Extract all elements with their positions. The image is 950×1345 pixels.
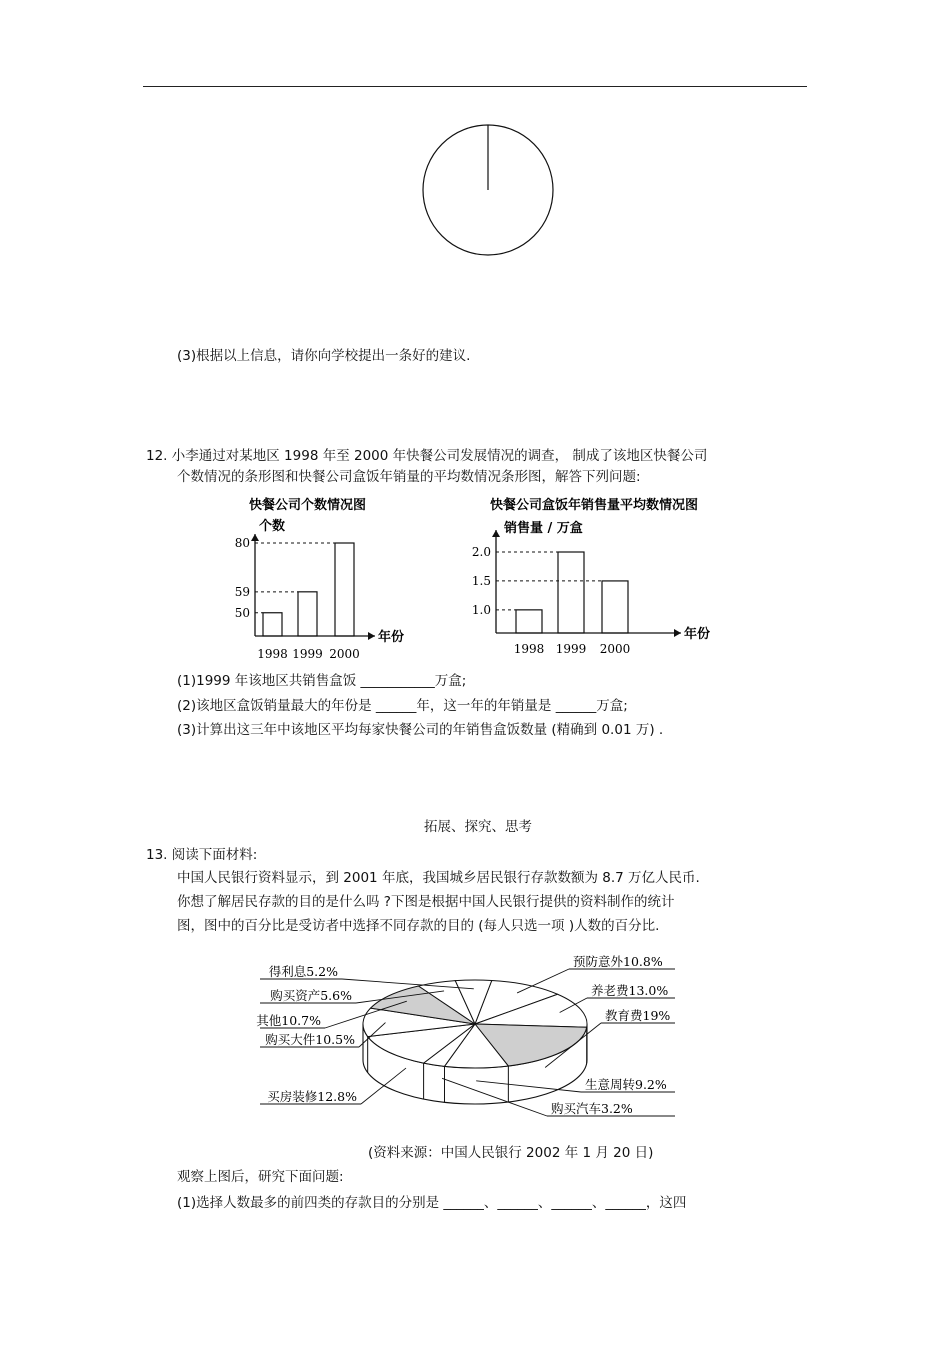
pie-slice-label: 教育费19% <box>605 1008 671 1023</box>
q13-line4: 图，图中的百分比是受访者中选择不同存款的目的 (每人只选一项 )人数的百分比. <box>177 918 660 934</box>
section-title: 拓展、探究、思考 <box>424 819 532 835</box>
q12-part2: (2)该地区盒饭销量最大的年份是 ______年，这一年的年销量是 ______万盒; <box>177 698 628 714</box>
y-axis-arrow <box>492 530 500 537</box>
pie-slice-label: 养老费13.0% <box>591 983 669 998</box>
x-tick-label: 1999 <box>555 642 587 656</box>
x-tick-label: 2000 <box>599 642 631 656</box>
chart1-ylabel: 个数 <box>259 519 286 534</box>
pie-slice-label: 购买资产5.6% <box>270 988 352 1003</box>
x-axis-label: 年份 <box>378 630 405 645</box>
bar <box>298 592 317 636</box>
y-tick-label: 1.5 <box>471 573 491 588</box>
pie-slice-label: 预防意外10.8% <box>573 954 663 969</box>
q12-line1: 12. 小李通过对某地区 1998 年至 2000 年快餐公司发展情况的调查， 制成了该地区快餐公司 <box>146 448 708 464</box>
y-tick-label: 80 <box>234 536 250 550</box>
x-tick-label: 2000 <box>329 647 360 661</box>
pie-slice-label: 生意周转9.2% <box>585 1077 667 1092</box>
bar-chart-avg-sales <box>466 490 711 665</box>
chart2-title: 快餐公司盒饭年销售量平均数情况图 <box>490 498 699 513</box>
q13-line1: 13. 阅读下面材料: <box>146 847 258 863</box>
pie-slice-label: 购买汽车3.2% <box>551 1101 633 1116</box>
y-tick-label: 59 <box>234 584 250 599</box>
bar <box>602 581 628 633</box>
y-axis-arrow <box>251 534 259 541</box>
y-tick-label: 2.0 <box>471 545 491 559</box>
top-rule <box>143 86 807 87</box>
x-axis-label: 年份 <box>684 627 711 642</box>
q11-part3: (3)根据以上信息，请你向学校提出一条好的建议. <box>177 348 471 364</box>
pie-slice-label: 买房装修12.8% <box>267 1089 357 1104</box>
x-axis-arrow <box>674 629 681 637</box>
q12-line2: 个数情况的条形图和快餐公司盒饭年销量的平均数情况条形图，解答下列问题: <box>177 469 641 485</box>
y-tick-label: 1.0 <box>471 602 491 617</box>
q12-part3: (3)计算出这三年中该地区平均每家快餐公司的年销售盒饭数量 (精确到 0.01 万) . <box>177 722 664 738</box>
pie-chart-savings-purpose <box>255 946 695 1121</box>
bar <box>335 543 354 636</box>
bar <box>263 613 282 636</box>
pie-slice-label: 其他10.7% <box>256 1013 321 1028</box>
q13-part1: (1)选择人数最多的前四类的存款目的分别是 ______、______、______、______，这四 <box>177 1195 687 1211</box>
bar <box>516 610 542 633</box>
bar <box>558 552 584 633</box>
x-tick-label: 1998 <box>257 647 288 661</box>
blank-pie-circle <box>420 124 560 260</box>
x-tick-label: 1999 <box>292 647 323 661</box>
pie-slice-label: 购买大件10.5% <box>265 1032 355 1047</box>
x-axis-arrow <box>368 632 375 640</box>
pie-slice-label: 得利息5.2% <box>268 964 338 979</box>
chart2-ylabel: 销售量 / 万盒 <box>504 521 583 536</box>
y-tick-label: 50 <box>234 605 250 620</box>
q13-source: (资料来源：中国人民银行 2002 年 1 月 20 日) <box>368 1145 654 1161</box>
q12-part1: (1)1999 年该地区共销售盒饭 ___________万盒; <box>177 673 467 689</box>
chart1-title: 快餐公司个数情况图 <box>249 498 367 513</box>
q13-observe: 观察上图后，研究下面问题: <box>177 1169 344 1185</box>
q13-line3: 你想了解居民存款的目的是什么吗 ?下图是根据中国人民银行提供的资料制作的统计 <box>177 894 675 910</box>
q13-line2: 中国人民银行资料显示，到 2001 年底，我国城乡居民银行存款数额为 8.7 万亿人民币. <box>177 870 700 886</box>
bar-chart-company-count <box>225 490 415 665</box>
x-tick-label: 1998 <box>513 642 545 656</box>
